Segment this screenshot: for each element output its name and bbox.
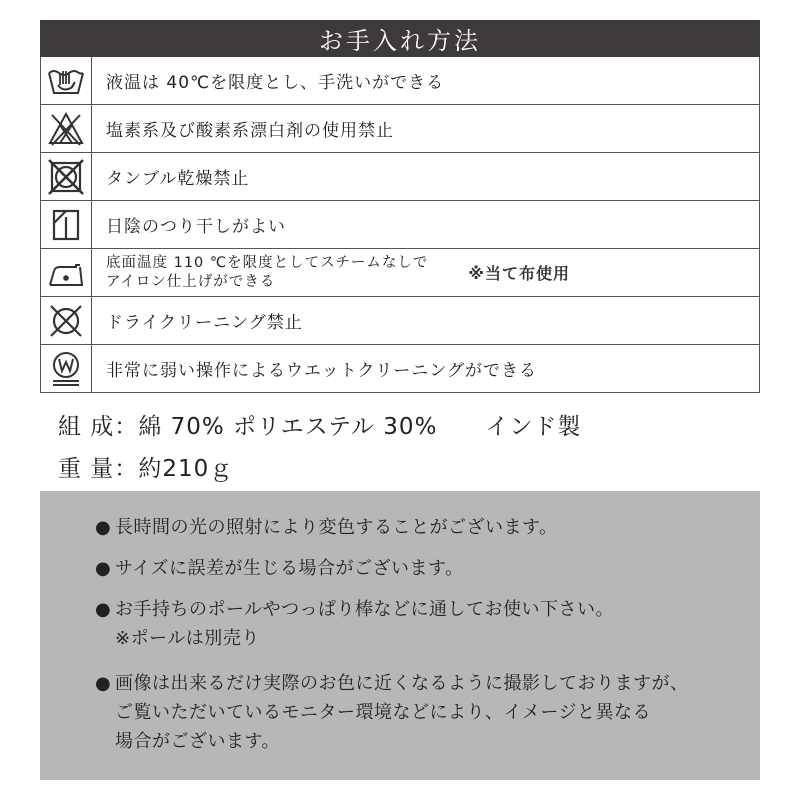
note-subtext: ※ポールは別売り	[115, 628, 260, 649]
composition-value: 綿 70% ポリエステル 30%	[138, 414, 438, 440]
composition-line	[58, 408, 581, 441]
note-item	[95, 513, 558, 542]
bullet-icon: ●	[95, 599, 112, 620]
bullet-icon: ●	[95, 517, 112, 538]
note-text: お手持ちのポールやつっぱり棒などに通してお使い下さい。	[115, 599, 614, 620]
shade-line-dry-icon	[41, 201, 92, 248]
hand-wash-icon	[41, 57, 92, 104]
care-text-iron	[92, 254, 428, 292]
composition-label: 組 成：	[58, 414, 139, 440]
care-text-wet-clean: 非常に弱い操作によるウエットクリーニングができる	[106, 361, 537, 381]
iron-line-2: アイロン仕上げができる	[106, 273, 276, 290]
care-row-iron	[40, 249, 760, 297]
note-text: 長時間の光の照射により変色することがございます。	[115, 517, 558, 538]
note-text-line-3: 場合がございます。	[115, 731, 281, 752]
no-tumble-dry-icon	[41, 153, 92, 200]
notes-panel	[40, 491, 760, 780]
no-bleach-icon	[41, 105, 92, 152]
note-text: サイズに誤差が生じる場合がございます。	[115, 558, 464, 579]
care-text-no-bleach: 塩素系及び酸素系漂白剤の使用禁止	[106, 121, 394, 141]
note-item	[95, 554, 464, 583]
note-item	[95, 595, 614, 653]
no-dry-clean-icon	[41, 297, 92, 344]
gentle-wet-clean-icon	[41, 345, 92, 392]
weight-label: 重 量：	[58, 456, 139, 482]
bullet-icon: ●	[95, 673, 112, 694]
iron-low-icon	[41, 249, 92, 296]
bullet-icon: ●	[95, 558, 112, 579]
care-text-no-dry-clean: ドライクリーニング禁止	[106, 313, 303, 333]
care-row-no-bleach	[40, 105, 760, 153]
care-text-hand-wash: 液温は 40℃を限度とし、手洗いができる	[106, 73, 445, 93]
country-of-origin: インド製	[485, 414, 582, 440]
note-text: 画像は出来るだけ実際のお色に近くなるように撮影しておりますが、	[115, 673, 689, 694]
care-row-wet-clean	[40, 345, 760, 393]
weight-value: 約210ｇ	[138, 456, 234, 482]
care-text-shade-dry: 日陰のつり干しがよい	[106, 217, 286, 237]
care-row-hand-wash	[40, 57, 760, 105]
care-row-shade-dry	[40, 201, 760, 249]
iron-line-1: 底面温度 110 ℃を限度としてスチームなしで	[106, 254, 429, 271]
weight-line	[58, 450, 233, 483]
iron-note: ※当て布使用	[468, 264, 570, 283]
care-row-no-dry-clean	[40, 297, 760, 345]
care-table-title: お手入れ方法	[40, 20, 760, 57]
note-item	[95, 669, 689, 756]
care-instructions-table	[40, 20, 760, 393]
note-text-line-2: ご覧いただいているモニター環境などにより、イメージと異なる	[115, 702, 651, 723]
care-text-no-tumble-dry: タンブル乾燥禁止	[106, 169, 250, 189]
care-row-no-tumble-dry	[40, 153, 760, 201]
